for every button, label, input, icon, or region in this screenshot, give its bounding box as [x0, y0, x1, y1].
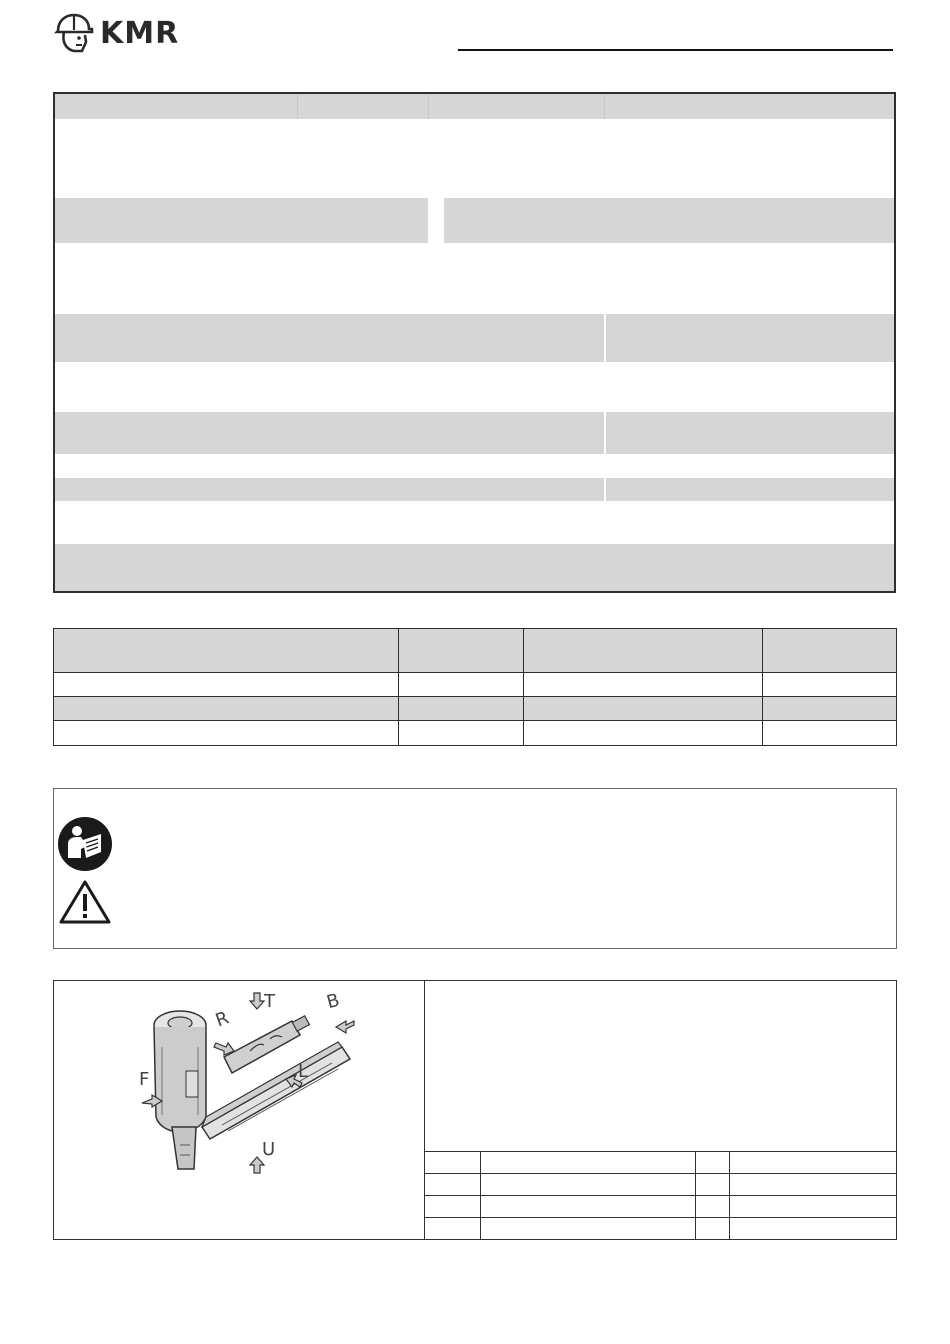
table-cell	[524, 697, 763, 721]
table-cell	[696, 1174, 730, 1196]
band-row	[55, 198, 894, 243]
band-divider	[297, 94, 298, 119]
band-divider	[604, 314, 606, 362]
brand-logo	[52, 10, 202, 56]
table-row	[425, 1196, 897, 1218]
label-front: F	[139, 1069, 150, 1090]
label-back: B	[324, 989, 342, 1014]
table-cell	[425, 1218, 481, 1240]
table-cell	[481, 1152, 696, 1174]
label-under: U	[262, 1139, 276, 1160]
table-cell	[763, 721, 897, 746]
safety-box	[53, 788, 897, 949]
worker-helmet-icon	[52, 11, 96, 55]
table-cell	[399, 629, 524, 673]
band-row	[55, 478, 894, 501]
table-cell	[54, 697, 399, 721]
table-cell	[730, 1218, 897, 1240]
table-cell	[481, 1174, 696, 1196]
table-cell	[425, 1152, 481, 1174]
band-row	[55, 412, 894, 454]
table-row	[54, 697, 897, 721]
intro-box	[53, 92, 896, 593]
table-cell	[763, 673, 897, 697]
table-cell	[425, 1174, 481, 1196]
table-cell	[481, 1218, 696, 1240]
table-cell	[524, 673, 763, 697]
table-cell	[481, 1196, 696, 1218]
table-row	[425, 1218, 897, 1240]
band-row	[55, 544, 894, 591]
parts-table	[424, 1151, 897, 1240]
table-cell	[763, 629, 897, 673]
read-manual-icon	[57, 816, 113, 872]
table-cell	[730, 1152, 897, 1174]
label-right: R	[212, 1007, 232, 1032]
table-cell	[54, 673, 399, 697]
band-row	[55, 94, 894, 119]
table-row	[54, 673, 897, 697]
band-divider	[604, 94, 605, 119]
table-row	[425, 1174, 897, 1196]
table-row	[54, 629, 897, 673]
table-cell	[730, 1174, 897, 1196]
table-cell	[54, 721, 399, 746]
product-box	[53, 980, 897, 1240]
band-divider	[604, 412, 606, 454]
band-divider	[604, 478, 606, 501]
table-cell	[696, 1196, 730, 1218]
band-gap	[428, 198, 444, 243]
table-cell	[399, 697, 524, 721]
table-cell	[696, 1152, 730, 1174]
spec-table	[53, 628, 897, 746]
table-cell	[524, 629, 763, 673]
brand-name: KMR	[100, 15, 180, 51]
table-cell	[730, 1196, 897, 1218]
table-cell	[399, 721, 524, 746]
label-top: T	[264, 991, 275, 1012]
band-divider	[428, 94, 429, 119]
label-left: L	[298, 1061, 309, 1082]
table-cell	[696, 1218, 730, 1240]
table-cell	[524, 721, 763, 746]
band-row	[55, 314, 894, 362]
table-row	[54, 721, 897, 746]
table-cell	[425, 1196, 481, 1218]
table-cell	[399, 673, 524, 697]
nailer-tool-icon	[132, 987, 372, 1187]
table-cell	[763, 697, 897, 721]
table-row	[425, 1152, 897, 1174]
table-cell	[54, 629, 399, 673]
warning-triangle-icon	[58, 879, 112, 925]
header-rule	[458, 49, 893, 51]
